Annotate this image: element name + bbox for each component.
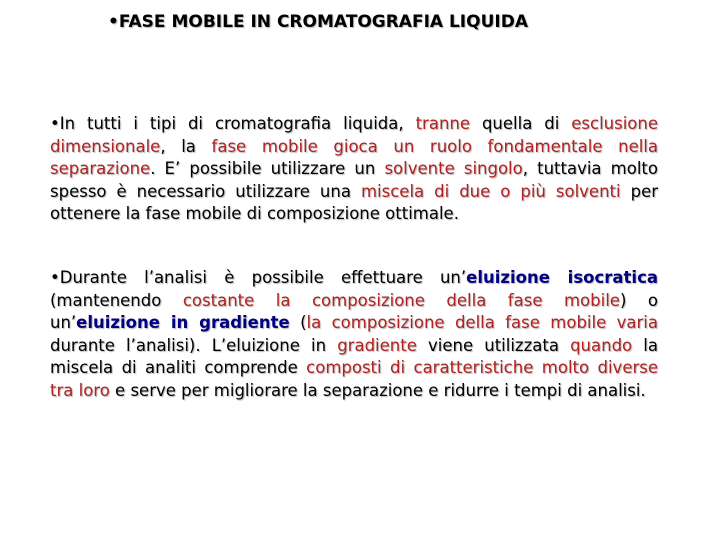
highlight-red: esclusione dimensionale xyxy=(50,114,659,156)
highlight-blue-term: eluizione in gradiente xyxy=(76,313,290,333)
paragraph-liquid-chromatography-mobile-phase xyxy=(50,113,658,226)
text-segment: durante l’analisi). L’eluizione in xyxy=(50,335,338,355)
highlight-red: solvente singolo xyxy=(384,159,523,179)
text-segment: la miscela di analiti comprende xyxy=(50,335,658,378)
highlight-red: fase mobile gioca un ruolo fondamentale nella separazione xyxy=(50,136,659,179)
highlight-red: costante la composizione della fase mobile xyxy=(182,290,620,310)
text-segment: e serve per migliorare la separazione e ridurre i tempi di analisi. xyxy=(109,380,646,400)
highlight-red: composti di caratteristiche molto diverse tra loro xyxy=(50,358,659,400)
text-segment: viene utilizzata xyxy=(416,335,571,355)
slide-title: •FASE MOBILE IN CROMATOGRAFIA LIQUIDA xyxy=(108,12,528,32)
text-segment: ( xyxy=(289,313,307,333)
text-segment: ) o un’ xyxy=(50,290,658,333)
text-segment: •Durante l’analisi è possibile effettuare un’ xyxy=(50,268,467,287)
highlight-red: gradiente xyxy=(337,335,417,355)
highlight-red: tranne xyxy=(415,114,471,133)
text-segment: . E’ possibile utilizzare un xyxy=(150,159,385,179)
text-segment: per ottenere la fase mobile di composizione ottimale. xyxy=(50,181,659,224)
text-segment: (mantenendo xyxy=(50,290,183,310)
text-segment: , tuttavia molto spesso è necessario utilizzare una xyxy=(50,159,658,201)
highlight-blue-term: eluizione isocratica xyxy=(466,268,658,287)
text-segment: , la xyxy=(160,136,212,156)
highlight-red: la composizione della fase mobile varia xyxy=(306,313,658,333)
text-segment: •In tutti i tipi di cromatografia liquida, xyxy=(50,114,416,133)
highlight-red: quando xyxy=(570,335,633,355)
text-segment: quella di xyxy=(470,114,572,133)
highlight-red: miscela di due o più solventi xyxy=(360,181,621,201)
paragraph-elution-modes xyxy=(50,267,658,403)
